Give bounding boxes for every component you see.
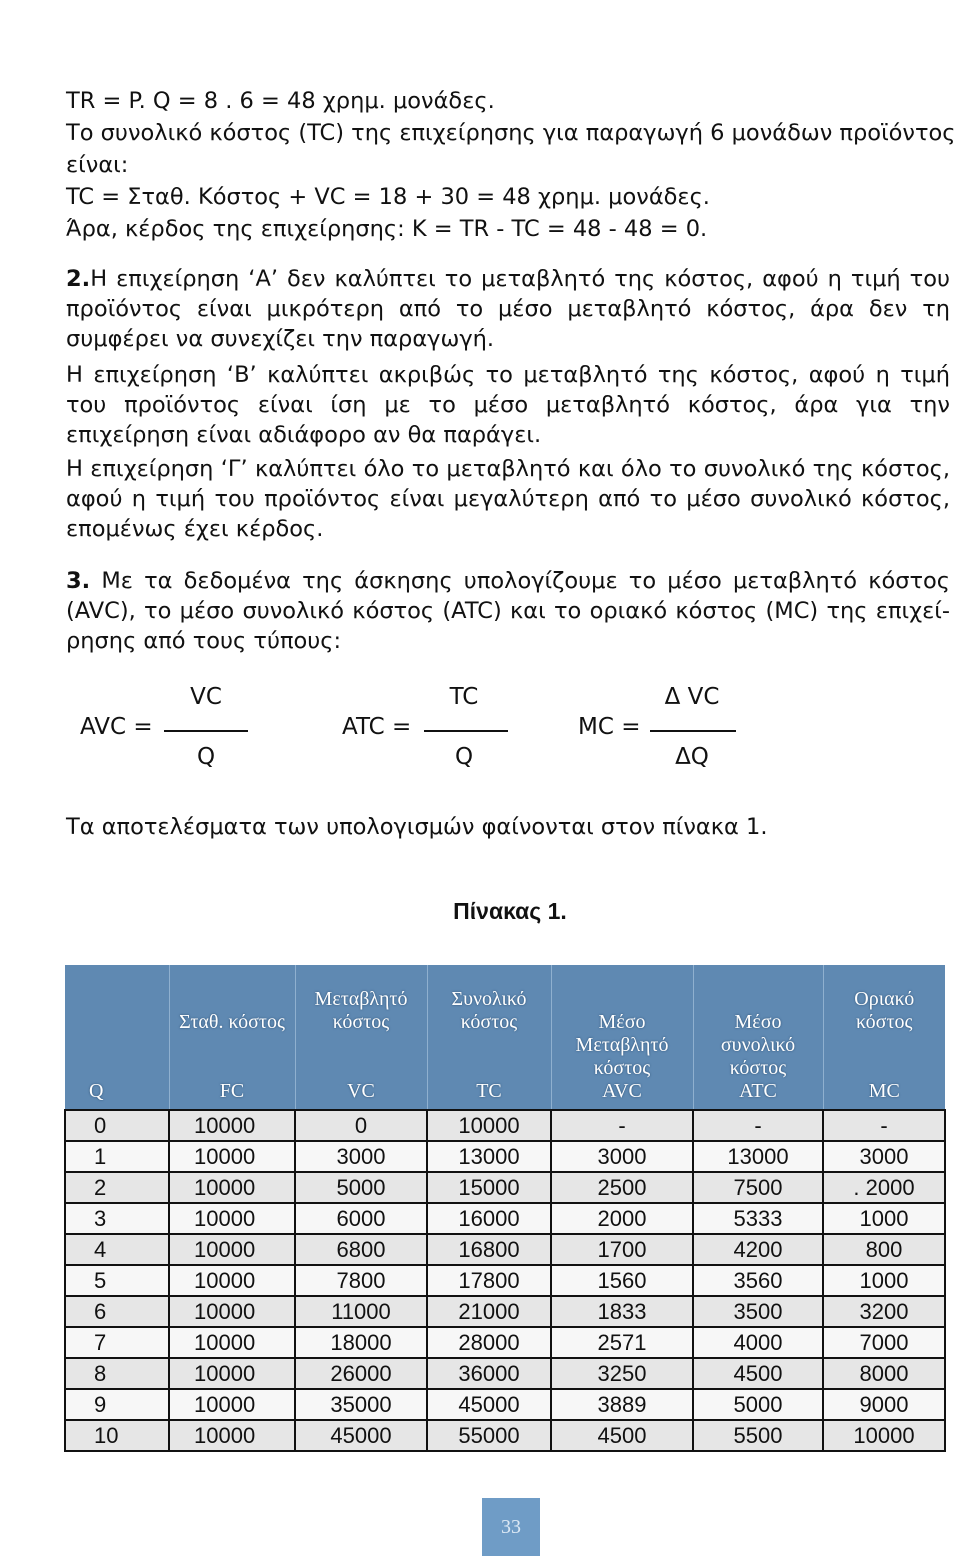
cell-avc: 3250 bbox=[551, 1358, 693, 1389]
cell-q: 2 bbox=[65, 1172, 169, 1203]
table-row bbox=[65, 1389, 945, 1420]
cell-mc: 10000 bbox=[823, 1420, 945, 1451]
cell-q: 6 bbox=[65, 1296, 169, 1327]
cell-fc: 10000 bbox=[169, 1327, 295, 1358]
table-row bbox=[65, 1358, 945, 1389]
cell-fc: 10000 bbox=[169, 1296, 295, 1327]
table-row bbox=[65, 1265, 945, 1296]
cell-vc: 6800 bbox=[295, 1234, 427, 1265]
cell-avc: 1833 bbox=[551, 1296, 693, 1327]
cell-q: 8 bbox=[65, 1358, 169, 1389]
cell-fc: 10000 bbox=[169, 1265, 295, 1296]
cell-fc: 10000 bbox=[169, 1389, 295, 1420]
header-atc-label: Μέσο συνολικό κόστος bbox=[720, 1011, 796, 1079]
text-line-tr: TR = P. Q = 8 . 6 = 48 χρημ. μονάδες. bbox=[66, 88, 495, 114]
header-avc-label: Μέσο Μεταβλητό κόστος bbox=[575, 1011, 669, 1079]
table-row bbox=[65, 1296, 945, 1327]
cell-tc: 15000 bbox=[427, 1172, 551, 1203]
cell-avc: 3889 bbox=[551, 1389, 693, 1420]
cell-mc: 8000 bbox=[823, 1358, 945, 1389]
section-2-number: 2. bbox=[66, 266, 91, 292]
cell-fc: 10000 bbox=[169, 1172, 295, 1203]
cell-q: 3 bbox=[65, 1203, 169, 1234]
table-row bbox=[65, 1110, 945, 1141]
cell-q: 7 bbox=[65, 1327, 169, 1358]
cell-atc: 3560 bbox=[693, 1265, 823, 1296]
formula-atc-lhs: ATC = bbox=[342, 714, 412, 740]
formula-mc-denominator: ΔQ bbox=[675, 744, 709, 770]
header-atc-code: ATC bbox=[739, 1080, 777, 1102]
cell-avc: 2000 bbox=[551, 1203, 693, 1234]
cell-q: 1 bbox=[65, 1141, 169, 1172]
cell-tc: 13000 bbox=[427, 1141, 551, 1172]
formula-atc-fraction-bar bbox=[424, 730, 508, 732]
cell-atc: 5333 bbox=[693, 1203, 823, 1234]
cell-tc: 36000 bbox=[427, 1358, 551, 1389]
header-vc bbox=[295, 965, 427, 1110]
cell-tc: 16800 bbox=[427, 1234, 551, 1265]
table-row bbox=[65, 1327, 945, 1358]
cell-tc: 28000 bbox=[427, 1327, 551, 1358]
cell-fc: 10000 bbox=[169, 1141, 295, 1172]
header-tc-code: TC bbox=[476, 1080, 502, 1102]
formula-mc-numerator: Δ VC bbox=[664, 684, 720, 710]
cell-atc: 13000 bbox=[693, 1141, 823, 1172]
header-q bbox=[65, 965, 169, 1110]
cell-atc: 5500 bbox=[693, 1420, 823, 1451]
cell-atc: 4500 bbox=[693, 1358, 823, 1389]
cell-tc: 10000 bbox=[427, 1110, 551, 1141]
cell-q: 4 bbox=[65, 1234, 169, 1265]
cell-atc: 5000 bbox=[693, 1389, 823, 1420]
header-atc bbox=[693, 965, 823, 1110]
cell-avc: 1560 bbox=[551, 1265, 693, 1296]
cell-q: 0 bbox=[65, 1110, 169, 1141]
section-3-number: 3. bbox=[66, 568, 91, 594]
cell-vc: 18000 bbox=[295, 1327, 427, 1358]
formula-avc-denominator: Q bbox=[196, 744, 216, 770]
table-header-row bbox=[65, 965, 945, 1110]
cell-tc: 17800 bbox=[427, 1265, 551, 1296]
cell-mc: 800 bbox=[823, 1234, 945, 1265]
section-2-text-a: Η επιχείρηση ‘Α’ δεν καλύπτει το μεταβλητό της κόστος, αφού η τιμή του προϊόντος είναι μικρότερη από το μέσο μεταβλητό κόστος, άρα δεν τη συμφέρει να συνεχίζει την παραγωγή. bbox=[66, 266, 950, 352]
formula-atc-denominator: Q bbox=[454, 744, 474, 770]
section-3-paragraph bbox=[66, 566, 950, 656]
cell-vc: 3000 bbox=[295, 1141, 427, 1172]
formula-avc-lhs: AVC = bbox=[80, 714, 153, 740]
cell-avc: 3000 bbox=[551, 1141, 693, 1172]
cell-q: 5 bbox=[65, 1265, 169, 1296]
section-2-paragraph-a bbox=[66, 264, 950, 354]
header-q-code: Q bbox=[89, 1080, 104, 1102]
cell-tc: 21000 bbox=[427, 1296, 551, 1327]
cell-mc: 9000 bbox=[823, 1389, 945, 1420]
header-tc-label: Συνολικό κόστος bbox=[451, 988, 527, 1033]
header-fc-code: FC bbox=[219, 1080, 245, 1102]
cell-avc: 4500 bbox=[551, 1420, 693, 1451]
table-row bbox=[65, 1203, 945, 1234]
header-avc bbox=[551, 965, 693, 1110]
header-fc bbox=[169, 965, 295, 1110]
table-1 bbox=[64, 965, 944, 1452]
table-caption: Πίνακας 1. bbox=[453, 898, 567, 924]
section-2-paragraph-c: Η επιχείρηση ‘Γ’ καλύπτει όλο το μεταβλητό και όλο το συνολικό της κόστος, αφού η τιμή του προϊόντος είναι μεγαλύτερη από το μέσο συνολικό κόστος, επομένως έχει κέρδος. bbox=[66, 456, 950, 542]
results-text: Τα αποτελέσματα των υπολογισμών φαίνονται στον πίνακα 1. bbox=[66, 814, 768, 840]
cell-q: 10 bbox=[65, 1420, 169, 1451]
cell-fc: 10000 bbox=[169, 1110, 295, 1141]
cell-mc: 1000 bbox=[823, 1203, 945, 1234]
text-line-profit: Άρα, κέρδος της επιχείρησης: K = TR - TC = 48 - 48 = 0. bbox=[66, 216, 708, 242]
cell-avc: 2500 bbox=[551, 1172, 693, 1203]
cell-vc: 26000 bbox=[295, 1358, 427, 1389]
cell-atc: 4200 bbox=[693, 1234, 823, 1265]
table-body bbox=[65, 1110, 945, 1451]
cell-avc: 2571 bbox=[551, 1327, 693, 1358]
cell-q: 9 bbox=[65, 1389, 169, 1420]
cell-vc: 6000 bbox=[295, 1203, 427, 1234]
cell-fc: 10000 bbox=[169, 1358, 295, 1389]
cell-mc: 3200 bbox=[823, 1296, 945, 1327]
page-number: 33 bbox=[482, 1498, 540, 1556]
header-mc-label: Οριακό κόστος bbox=[854, 988, 915, 1033]
cell-tc: 16000 bbox=[427, 1203, 551, 1234]
cell-avc: 1700 bbox=[551, 1234, 693, 1265]
table-row bbox=[65, 1234, 945, 1265]
formula-avc-numerator: VC bbox=[190, 684, 222, 710]
cell-vc: 35000 bbox=[295, 1389, 427, 1420]
section-2-paragraph-b: Η επιχείρηση ‘Β’ καλύπτει ακριβώς το μεταβλητό της κόστος, αφού η τιμή του προϊόντος είναι ίση με το μέσο μεταβλητό κόστος, άρα για την επιχείρηση είναι αδιάφορο αν θα παράγει. bbox=[66, 362, 950, 448]
header-vc-label: Μεταβλητό κόστος bbox=[314, 988, 408, 1033]
cell-atc: 7500 bbox=[693, 1172, 823, 1203]
cell-atc: - bbox=[693, 1110, 823, 1141]
cell-mc: 1000 bbox=[823, 1265, 945, 1296]
cell-vc: 7800 bbox=[295, 1265, 427, 1296]
cell-fc: 10000 bbox=[169, 1420, 295, 1451]
cell-tc: 45000 bbox=[427, 1389, 551, 1420]
header-vc-code: VC bbox=[347, 1080, 375, 1102]
section-3-text: Με τα δεδομένα της άσκησης υπολογίζουμε το μέσο μεταβλητό κόστος (AVC), το μέσο συνολικό κόστος (ATC) και το οριακό κόστος (MC) της επιχεί-ρησης από τους τύπους: bbox=[66, 568, 951, 654]
header-fc-label: Σταθ. κόστος bbox=[179, 1011, 285, 1033]
header-mc bbox=[823, 965, 945, 1110]
cell-fc: 10000 bbox=[169, 1234, 295, 1265]
text-line-tc-calc: TC = Σταθ. Κόστος + VC = 18 + 30 = 48 χρημ. μονάδες. bbox=[66, 184, 710, 210]
formula-avc bbox=[80, 684, 280, 784]
table-row bbox=[65, 1141, 945, 1172]
cell-atc: 3500 bbox=[693, 1296, 823, 1327]
formula-mc-fraction-bar bbox=[650, 730, 736, 732]
cell-vc: 5000 bbox=[295, 1172, 427, 1203]
header-avc-code: AVC bbox=[602, 1080, 642, 1102]
formula-avc-fraction-bar bbox=[164, 730, 248, 732]
cell-mc: . 2000 bbox=[823, 1172, 945, 1203]
formula-mc-lhs: MC = bbox=[578, 714, 641, 740]
header-tc bbox=[427, 965, 551, 1110]
cell-mc: 7000 bbox=[823, 1327, 945, 1358]
cell-tc: 55000 bbox=[427, 1420, 551, 1451]
cell-atc: 4000 bbox=[693, 1327, 823, 1358]
header-mc-code: MC bbox=[868, 1080, 900, 1102]
cell-fc: 10000 bbox=[169, 1203, 295, 1234]
cell-avc: - bbox=[551, 1110, 693, 1141]
formula-atc bbox=[342, 684, 542, 784]
formula-atc-numerator: TC bbox=[449, 684, 479, 710]
text-line-tc-intro: Το συνολικό κόστος (TC) της επιχείρησης για παραγωγή 6 μονάδων προϊόντος bbox=[66, 120, 956, 146]
cell-mc: 3000 bbox=[823, 1141, 945, 1172]
table-row bbox=[65, 1172, 945, 1203]
table-row bbox=[65, 1420, 945, 1451]
cell-mc: - bbox=[823, 1110, 945, 1141]
cost-table bbox=[64, 965, 946, 1452]
formula-mc bbox=[578, 684, 758, 784]
cell-vc: 45000 bbox=[295, 1420, 427, 1451]
cell-vc: 0 bbox=[295, 1110, 427, 1141]
cell-vc: 11000 bbox=[295, 1296, 427, 1327]
text-line-einai: είναι: bbox=[66, 152, 129, 178]
